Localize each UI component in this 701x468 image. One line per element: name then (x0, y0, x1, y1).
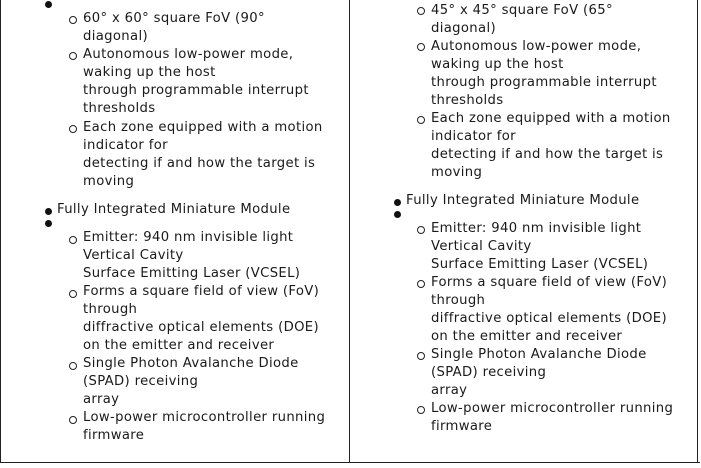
motion-item-line-3: detecting if and how the target is (83, 156, 316, 171)
mcu-item-line-1: Low-power microcontroller running (431, 401, 674, 416)
circle-bullet-icon (417, 226, 425, 234)
emitter-item-line-2: Vertical Cavity (83, 248, 184, 263)
circle-bullet-icon (417, 43, 425, 51)
spad-item-line-3: array (431, 383, 468, 398)
fov-item-line-1: 45° x 45° square FoV (65° (431, 3, 613, 18)
fov-item-line-2: diagonal) (431, 21, 496, 36)
bullet-dot-icon (45, 1, 52, 8)
mcu-item-line-2: firmware (83, 428, 145, 443)
motion-item-line-1: Each zone equipped with a motion (83, 120, 323, 135)
emitter-item-line-3: Surface Emitting Laser (VCSEL) (431, 257, 649, 272)
spad-item-line-1: Single Photon Avalanche Diode (431, 347, 647, 362)
doe-item-line-1: Forms a square field of view (FoV) (83, 284, 320, 299)
emitter-item-line-1: Emitter: 940 nm invisible light (431, 221, 642, 236)
mcu-item-line-2: firmware (431, 419, 493, 434)
bullet-dot-icon (394, 211, 401, 218)
module-heading: Fully Integrated Miniature Module (57, 202, 291, 217)
circle-bullet-icon (417, 280, 425, 288)
bullet-dot-icon (45, 208, 52, 215)
lowpower-item-line-4: thresholds (431, 93, 504, 108)
circle-bullet-icon (69, 362, 77, 370)
fov-item-line-1: 60° x 60° square FoV (90° (83, 11, 265, 26)
left-column (0, 0, 349, 468)
circle-bullet-icon (69, 52, 77, 60)
doe-item-line-3: diffractive optical elements (DOE) (83, 320, 319, 335)
lowpower-item-line-3: through programmable interrupt (431, 75, 657, 90)
mcu-item-line-1: Low-power microcontroller running (83, 410, 326, 425)
circle-bullet-icon (417, 406, 425, 414)
motion-item-line-1: Each zone equipped with a motion (431, 111, 671, 126)
motion-item-line-3: detecting if and how the target is (431, 147, 664, 162)
bullet-dot-icon (45, 220, 52, 227)
circle-bullet-icon (69, 290, 77, 298)
emitter-item-line-1: Emitter: 940 nm invisible light (83, 230, 294, 245)
doe-item-line-4: on the emitter and receiver (83, 338, 275, 353)
lowpower-item-line-1: Autonomous low-power mode, (83, 47, 294, 62)
lowpower-item-line-2: waking up the host (83, 65, 216, 80)
fov-item-line-2: diagonal) (83, 29, 148, 44)
bullet-dot-icon (394, 199, 401, 206)
lowpower-item-line-1: Autonomous low-power mode, (431, 39, 642, 54)
circle-bullet-icon (69, 416, 77, 424)
doe-item-line-3: diffractive optical elements (DOE) (431, 311, 667, 326)
doe-item-line-4: on the emitter and receiver (431, 329, 623, 344)
lowpower-item-line-3: through programmable interrupt (83, 83, 309, 98)
motion-item-line-2: indicator for (431, 129, 516, 144)
motion-item-line-2: indicator for (83, 138, 168, 153)
spad-item-line-2: (SPAD) receiving (83, 374, 199, 389)
doe-item-line-2: through (431, 293, 486, 308)
module-heading: Fully Integrated Miniature Module (406, 193, 640, 208)
doe-item-line-2: through (83, 302, 138, 317)
spad-item-line-3: array (83, 392, 120, 407)
motion-item-line-4: moving (83, 174, 135, 189)
emitter-item-line-3: Surface Emitting Laser (VCSEL) (83, 266, 301, 281)
spad-item-line-1: Single Photon Avalanche Diode (83, 356, 299, 371)
circle-bullet-icon (69, 125, 77, 133)
circle-bullet-icon (417, 116, 425, 124)
lowpower-item-line-2: waking up the host (431, 57, 564, 72)
right-border (697, 0, 698, 462)
circle-bullet-icon (69, 236, 77, 244)
motion-item-line-4: moving (431, 165, 483, 180)
emitter-item-line-2: Vertical Cavity (431, 239, 532, 254)
doe-item-line-1: Forms a square field of view (FoV) (431, 275, 668, 290)
lowpower-item-line-4: thresholds (83, 101, 156, 116)
circle-bullet-icon (417, 7, 425, 15)
circle-bullet-icon (69, 16, 77, 24)
spad-item-line-2: (SPAD) receiving (431, 365, 547, 380)
circle-bullet-icon (417, 352, 425, 360)
right-column (350, 0, 697, 468)
